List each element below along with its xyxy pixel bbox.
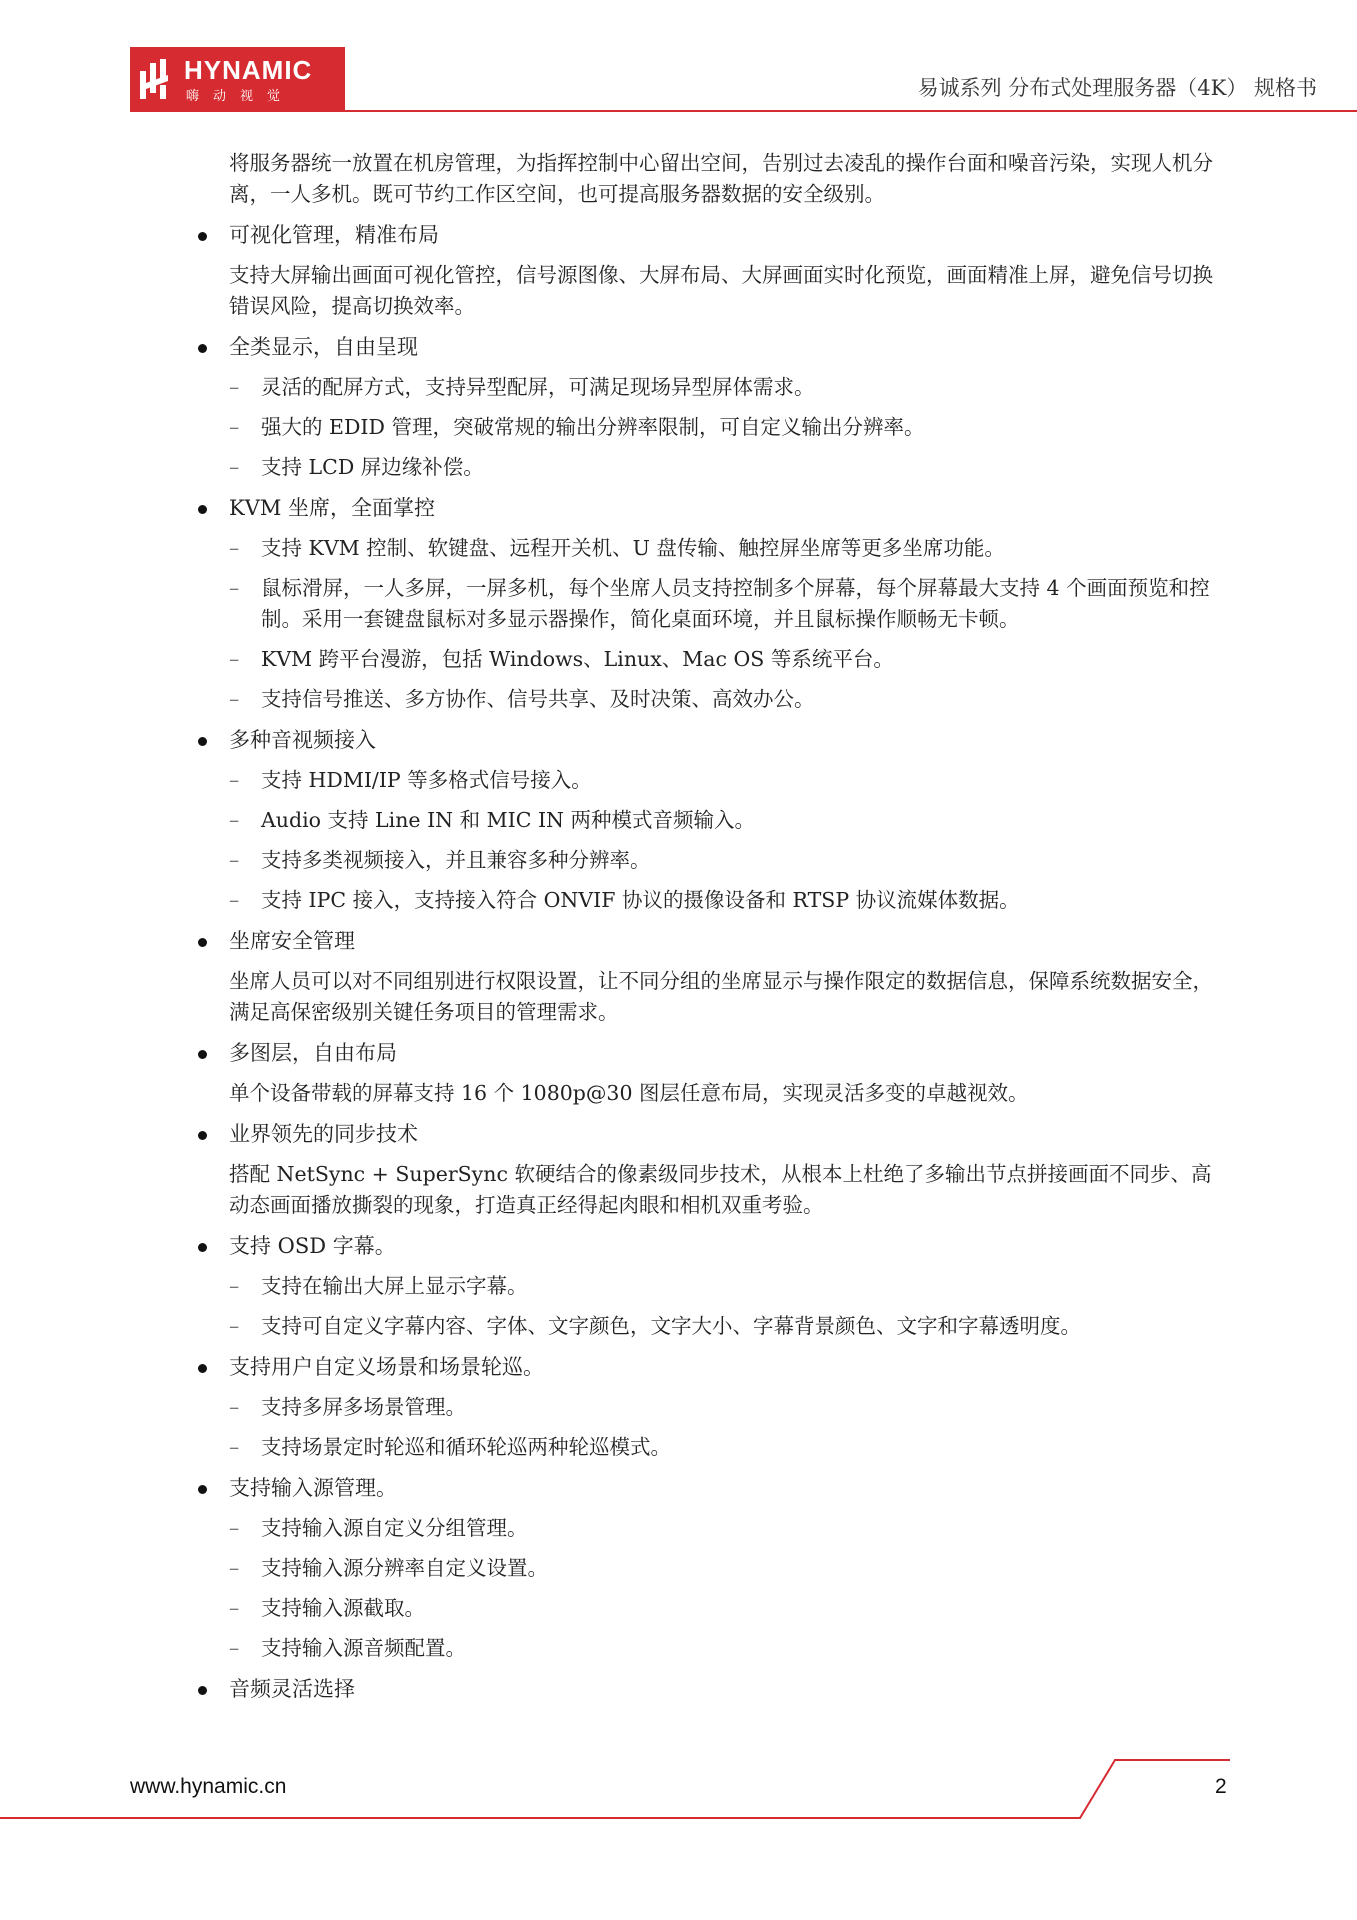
dash-icon: – bbox=[229, 1596, 240, 1620]
list-item-text: 支持输入源截取。 bbox=[261, 1596, 425, 1620]
section-heading bbox=[195, 493, 1225, 524]
document-title: 易诚系列 分布式处理服务器（4K） 规格书 bbox=[917, 76, 1317, 100]
dash-icon: – bbox=[229, 576, 240, 600]
section-heading bbox=[195, 1473, 1225, 1504]
section-title: 多图层，自由布局 bbox=[229, 1041, 397, 1065]
list-item bbox=[195, 1392, 1225, 1423]
bullet-dot-icon bbox=[198, 1243, 207, 1252]
bullet-dot-icon bbox=[198, 1364, 207, 1373]
list-item bbox=[195, 1432, 1225, 1463]
bullet-dot-icon bbox=[198, 938, 207, 947]
list-item bbox=[195, 1593, 1225, 1624]
section-title: 支持 OSD 字幕。 bbox=[229, 1234, 396, 1258]
dash-icon: – bbox=[229, 888, 240, 912]
intro-paragraph: 将服务器统一放置在机房管理，为指挥控制中心留出空间，告别过去凌乱的操作台面和噪音污染，实现人机分离，一人多机。既可节约工作区空间，也可提高服务器数据的安全级别。 bbox=[229, 151, 1213, 206]
list-item bbox=[195, 684, 1225, 715]
list-item bbox=[195, 372, 1225, 403]
section-heading bbox=[195, 1352, 1225, 1383]
bullet-dot-icon bbox=[198, 737, 207, 746]
bullet-dot-icon bbox=[198, 1485, 207, 1494]
list-item-text: 强大的 EDID 管理，突破常规的输出分辨率限制，可自定义输出分辨率。 bbox=[261, 415, 925, 439]
bullet-dot-icon bbox=[198, 232, 207, 241]
section-heading bbox=[195, 1119, 1225, 1150]
section-title: 音频灵活选择 bbox=[229, 1677, 355, 1701]
list-item bbox=[195, 1311, 1225, 1342]
list-item-text: 支持多类视频接入，并且兼容多种分辨率。 bbox=[261, 848, 651, 872]
section-description: 单个设备带载的屏幕支持 16 个 1080p@30 图层任意布局，实现灵活多变的卓越视效。 bbox=[229, 1081, 1029, 1105]
logo-mark-icon bbox=[138, 57, 176, 103]
dash-icon: – bbox=[229, 1556, 240, 1580]
section-title: 可视化管理，精准布局 bbox=[229, 223, 439, 247]
section-heading bbox=[195, 1231, 1225, 1262]
dash-icon: – bbox=[229, 536, 240, 560]
list-item-text: KVM 跨平台漫游，包括 Windows、Linux、Mac OS 等系统平台。 bbox=[261, 647, 894, 671]
dash-icon: – bbox=[229, 375, 240, 399]
list-item-text: 支持多屏多场景管理。 bbox=[261, 1395, 466, 1419]
dash-icon: – bbox=[229, 808, 240, 832]
list-item bbox=[195, 573, 1225, 635]
header-divider bbox=[130, 110, 1357, 112]
list-item-text: 支持输入源音频配置。 bbox=[261, 1636, 466, 1660]
section-description: 坐席人员可以对不同组别进行权限设置，让不同分组的坐席显示与操作限定的数据信息，保障系统数据安全，满足高保密级别关键任务项目的管理需求。 bbox=[229, 969, 1213, 1024]
feature-list bbox=[195, 220, 1225, 1705]
list-item bbox=[195, 452, 1225, 483]
list-item bbox=[195, 885, 1225, 916]
dash-icon: – bbox=[229, 1395, 240, 1419]
list-item-text: 支持 IPC 接入，支持接入符合 ONVIF 协议的摄像设备和 RTSP 协议流媒体数据。 bbox=[261, 888, 1020, 912]
bullet-dot-icon bbox=[198, 1050, 207, 1059]
section-description: 支持大屏输出画面可视化管控，信号源图像、大屏布局、大屏画面实时化预览，画面精准上屏，避免信号切换错误风险，提高切换效率。 bbox=[229, 263, 1213, 318]
dash-icon: – bbox=[229, 1435, 240, 1459]
section-heading bbox=[195, 332, 1225, 363]
list-item-text: 支持在输出大屏上显示字幕。 bbox=[261, 1274, 528, 1298]
bullet-dot-icon bbox=[198, 505, 207, 514]
list-item-text: 灵活的配屏方式，支持异型配屏，可满足现场异型屏体需求。 bbox=[261, 375, 815, 399]
dash-icon: – bbox=[229, 768, 240, 792]
section-heading bbox=[195, 926, 1225, 957]
section-description: 搭配 NetSync + SuperSync 软硬结合的像素级同步技术，从根本上杜绝了多输出节点拼接画面不同步、高动态画面播放撕裂的现象，打造真正经得起肉眼和相机双重考验。 bbox=[229, 1162, 1212, 1217]
footer-url[interactable]: www.hynamic.cn bbox=[130, 1775, 287, 1798]
list-item bbox=[195, 533, 1225, 564]
list-item-text: 支持输入源自定义分组管理。 bbox=[261, 1516, 528, 1540]
section-title: KVM 坐席，全面掌控 bbox=[229, 496, 436, 520]
list-item bbox=[195, 845, 1225, 876]
bullet-dot-icon bbox=[198, 1131, 207, 1140]
logo-brand-text: HYNAMIC bbox=[184, 55, 313, 85]
section-title: 支持用户自定义场景和场景轮巡。 bbox=[229, 1355, 544, 1379]
list-item-text: 支持 KVM 控制、软键盘、远程开关机、U 盘传输、触控屏坐席等更多坐席功能。 bbox=[261, 536, 1005, 560]
section-heading bbox=[195, 220, 1225, 251]
dash-icon: – bbox=[229, 687, 240, 711]
section-title: 全类显示，自由呈现 bbox=[229, 335, 418, 359]
section-heading bbox=[195, 1038, 1225, 1069]
list-item-text: 支持 HDMI/IP 等多格式信号接入。 bbox=[261, 768, 592, 792]
dash-icon: – bbox=[229, 848, 240, 872]
section-title: 业界领先的同步技术 bbox=[229, 1122, 418, 1146]
document-body bbox=[195, 148, 1225, 1705]
section-heading bbox=[195, 1674, 1225, 1705]
page-number: 2 bbox=[1215, 1775, 1227, 1798]
list-item bbox=[195, 1271, 1225, 1302]
dash-icon: – bbox=[229, 1516, 240, 1540]
list-item bbox=[195, 805, 1225, 836]
bullet-dot-icon bbox=[198, 1686, 207, 1695]
list-item bbox=[195, 765, 1225, 796]
section-heading bbox=[195, 725, 1225, 756]
list-item bbox=[195, 644, 1225, 675]
list-item bbox=[195, 1633, 1225, 1664]
section-title: 多种音视频接入 bbox=[229, 728, 376, 752]
list-item bbox=[195, 1553, 1225, 1584]
list-item-text: 支持 LCD 屏边缘补偿。 bbox=[261, 455, 484, 479]
dash-icon: – bbox=[229, 1314, 240, 1338]
list-item-text: 支持可自定义字幕内容、字体、文字颜色，文字大小、字幕背景颜色、文字和字幕透明度。 bbox=[261, 1314, 1081, 1338]
section-title: 支持输入源管理。 bbox=[229, 1476, 397, 1500]
bullet-dot-icon bbox=[198, 344, 207, 353]
list-item-text: 支持输入源分辨率自定义设置。 bbox=[261, 1556, 548, 1580]
dash-icon: – bbox=[229, 1636, 240, 1660]
list-item-text: Audio 支持 Line IN 和 MIC IN 两种模式音频输入。 bbox=[261, 808, 755, 832]
dash-icon: – bbox=[229, 647, 240, 671]
list-item-text: 支持场景定时轮巡和循环轮巡两种轮巡模式。 bbox=[261, 1435, 671, 1459]
list-item bbox=[195, 1513, 1225, 1544]
dash-icon: – bbox=[229, 1274, 240, 1298]
section-title: 坐席安全管理 bbox=[229, 929, 355, 953]
list-item bbox=[195, 412, 1225, 443]
dash-icon: – bbox=[229, 455, 240, 479]
logo-sub-text: 嗨动视觉 bbox=[186, 89, 295, 104]
list-item-text: 鼠标滑屏，一人多屏，一屏多机，每个坐席人员支持控制多个屏幕，每个屏幕最大支持 4 个画面预览和控制。采用一套键盘鼠标对多显示器操作，简化桌面环境，并且鼠标操作顺畅无卡顿。 bbox=[261, 576, 1210, 631]
brand-logo bbox=[130, 47, 345, 111]
dash-icon: – bbox=[229, 415, 240, 439]
list-item-text: 支持信号推送、多方协作、信号共享、及时决策、高效办公。 bbox=[261, 687, 815, 711]
